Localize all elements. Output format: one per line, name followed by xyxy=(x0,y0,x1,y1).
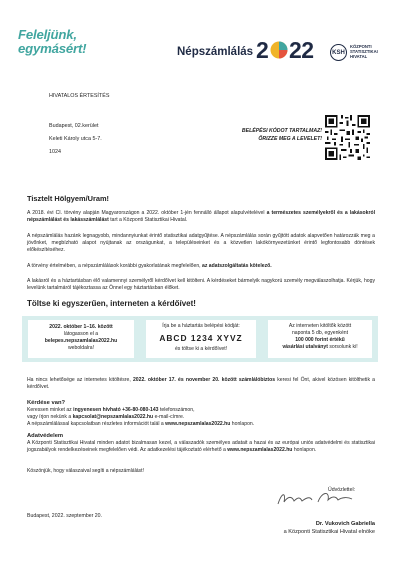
step-3-amount: 100 000 forint értékű xyxy=(295,337,345,343)
step-3-text-2: naponta 5 db, egyenként xyxy=(291,330,349,336)
questions-section xyxy=(27,400,375,428)
questions-line-1: Keressen minket az ingyenesen hívható +36-80-080-143 telefonszámon, xyxy=(27,407,195,414)
svg-text:22: 22 xyxy=(289,37,314,63)
privacy-title: Adatvédelem xyxy=(27,433,64,439)
paragraph-2: A népszámlálás hazánk legnagyobb, mindannyiunkat érintő statisztikai adatgyűjtése. A népszámlálás során gyűjtött adatok alapvetően határozzák meg a jövőnket, megbízható alapot nyújtanak az országunkat, a településeinket és a közvetlen lakókörnyezetünket érintő legfontosabb döntések előkészítéséhez. xyxy=(27,233,375,254)
step-3-card: Az interneten kitöltők között naponta 5 db, egyenként 100 000 forint értékű vásárlási utalványt sorsolunk ki! xyxy=(268,320,372,358)
address-block xyxy=(49,122,102,157)
year-2022-icon xyxy=(256,37,326,63)
address-line-2: Keleti Károly utca 5-7. xyxy=(49,136,102,143)
step-1-card xyxy=(28,320,134,358)
signature-icon xyxy=(240,488,380,508)
ksh-name-1: KÖZPONTI xyxy=(350,44,372,49)
signer-role: a Központi Statisztikai Hivatal elnöke xyxy=(283,529,375,535)
qr-note xyxy=(228,127,322,143)
greeting: Tisztelt Hölgyem/Uram! xyxy=(27,194,110,203)
step-1-text: látogasson el a xyxy=(63,331,99,337)
svg-text:2: 2 xyxy=(256,37,269,63)
paragraph-4: A lakásról és a háztartásban élő valamennyi személyről kérdőívet kell kitölteni. A kérdéseket bármelyik nagykorú személy megválaszolhatja. Kérjük, hogy levelünk tartalmáról tájékoztassa az Önnel egy háztartásban élőket. xyxy=(27,278,375,292)
step-1-date: 2022. október 1–16. között xyxy=(49,324,113,330)
signer-block xyxy=(230,520,375,536)
paragraph-1: A 2018. évi CI. törvény alapján Magyarországon a 2022. október 1-jén fennálló állapot alapulvételével a természetes személyekről és a lakásokról népszámlálást és lakásszámlálást tart a Központi Statisztikai Hivatal. xyxy=(27,210,375,224)
letter-date: Budapest, 2022. szeptember 20. xyxy=(27,513,102,519)
step-2-card xyxy=(146,320,256,358)
privacy-link[interactable]: www.nepszamlalas2022.hu xyxy=(227,447,293,454)
ksh-name xyxy=(350,44,390,59)
brand-year-logo xyxy=(256,37,326,69)
questions-line-3: A népszámlálással kapcsolatban részletes információt talál a www.nepszamlalas2022.hu honlapon. xyxy=(27,421,255,428)
step-2-text-2: és töltse ki a kérdőívet! xyxy=(174,346,228,352)
step-3-voucher: vásárlási utalványt xyxy=(282,344,328,350)
qr-note-line-2: ŐRIZZE MEG A LEVELET! xyxy=(258,136,322,142)
ksh-logo: KSH xyxy=(330,44,347,61)
questions-title: Kérdése van? xyxy=(27,400,66,406)
step-1-text-2: weboldalra! xyxy=(67,345,95,351)
step-1-url[interactable]: belepes.nepszamlalas2022.hu xyxy=(44,338,118,344)
website-link[interactable]: www.nepszamlalas2022.hu xyxy=(165,421,231,428)
ksh-name-2: STATISZTIKAI xyxy=(350,49,378,54)
thanks-text: Köszönjük, hogy válaszaival segíti a népszámlálást! xyxy=(27,468,144,474)
ksh-name-3: HIVATAL xyxy=(350,54,368,59)
notice-label: HIVATALOS ÉRTESÍTÉS xyxy=(49,93,110,99)
privacy-section xyxy=(27,433,375,454)
brand-name: Népszámlálás xyxy=(177,46,254,58)
privacy-text: A Központi Statisztikai Hivatal minden adatot bizalmasan kezel, a válaszadók személyes adatait a hazai és az európai uniós adatvédelmi és statisztikai jogszabályok rendelkezéseinek megfelelően védi. Az adatkezelési tájékoztató elérhető a www.nepszamlalas2022.hu honlapon. xyxy=(27,440,375,454)
closing: Üdvözlettel: xyxy=(328,487,356,493)
qr-code-icon xyxy=(325,115,370,160)
contact-email[interactable]: kapcsolat@nepszamlalas2022.hu xyxy=(72,414,154,421)
step-3-text: Az interneten kitöltők között xyxy=(288,323,352,329)
signer-name: Dr. Vukovich Gabriella xyxy=(315,521,375,527)
online-heading: Töltse ki egyszerűen, interneten a kérdőívet! xyxy=(27,299,196,308)
step-2-text: Írja be a háztartás belépési kódját: xyxy=(162,323,240,329)
arrow-right-icon xyxy=(135,333,145,345)
slogan-line-1: Feleljünk, xyxy=(18,27,77,42)
paragraph-3: A törvény értelmében, a népszámlálások korábbi gyakorlatának megfelelően, az adatszolgáltatás kötelező. xyxy=(27,263,272,269)
address-line-3: 1024 xyxy=(49,149,61,156)
qr-note-line-1: BELÉPÉSI KÓDOT TARTALMAZ! xyxy=(241,128,322,134)
questions-line-2: vagy írjon nekünk a kapcsolat@nepszamlalas2022.hu e-mail-címre. xyxy=(27,414,185,421)
paragraph-5: Ha nincs lehetősége az internetes kitöltésre, 2022. október 17. és november 20. között számlálóbiztos keresi fel Önt, akivel közösen kitölthetik a kérdőívet. xyxy=(27,377,376,391)
slogan xyxy=(18,28,86,56)
steps-band xyxy=(22,316,378,362)
slogan-line-2: egymásért! xyxy=(18,41,87,56)
address-line-1: Budapest, 02.kerület xyxy=(49,123,99,129)
entry-code: ABCD 1234 XYVZ xyxy=(159,333,243,343)
arrow-right-icon xyxy=(257,333,267,345)
